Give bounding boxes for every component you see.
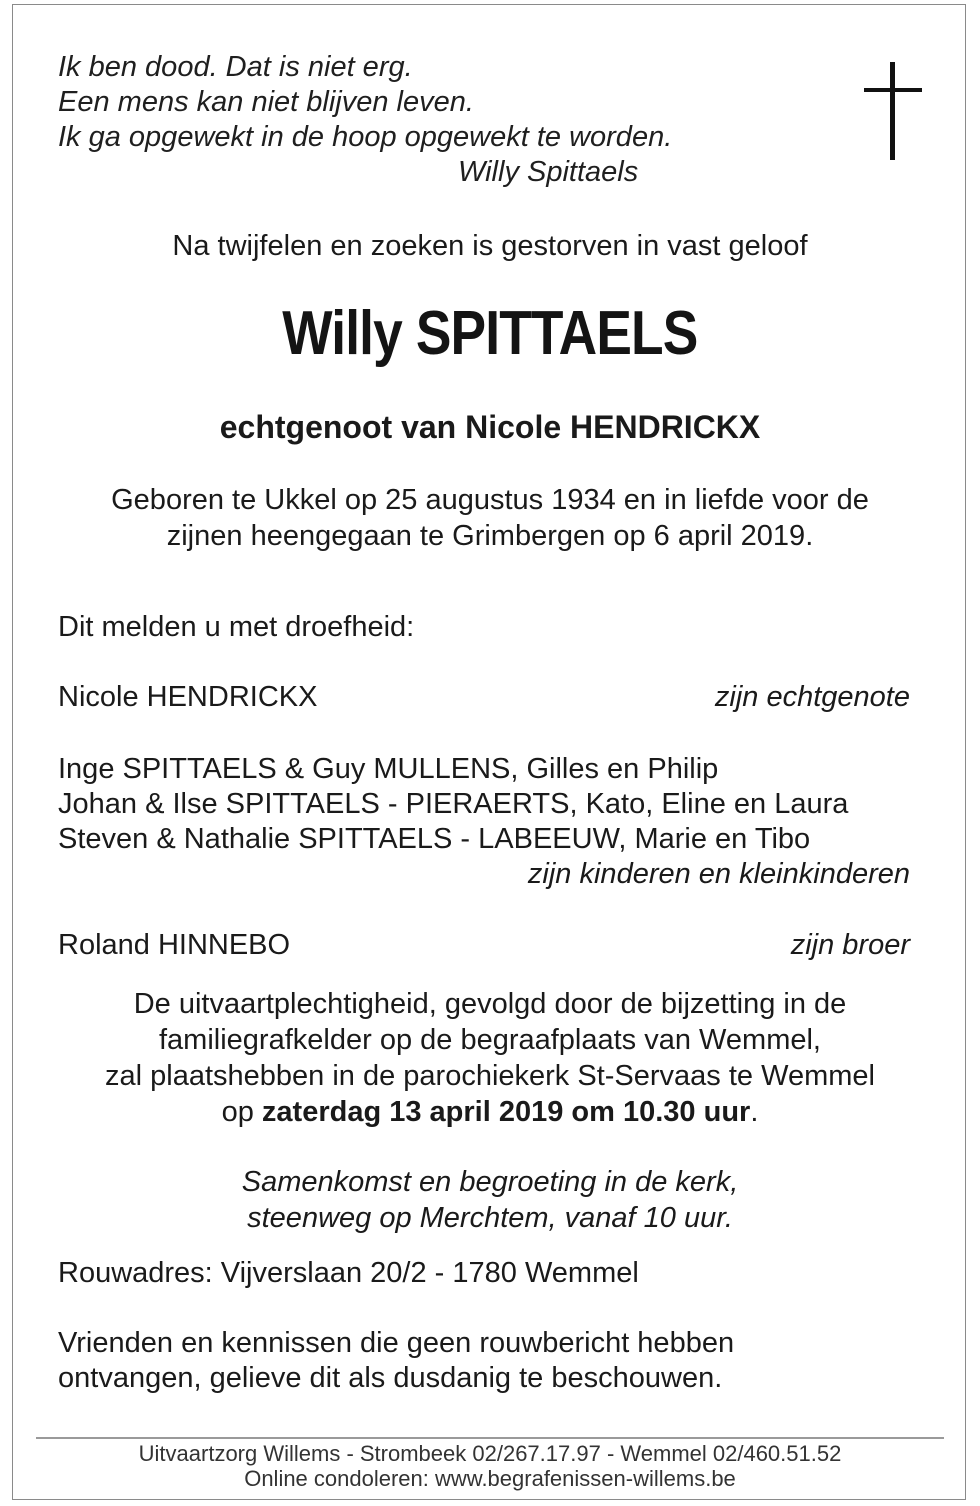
friends-line: Vrienden en kennissen die geen rouwbericht hebben: [58, 1327, 735, 1359]
spouse-line: echtgenoot van Nicole HENDRICKX: [219, 409, 761, 445]
ceremony-date-suffix: .: [750, 1096, 759, 1128]
ceremony-line: zal plaatshebben in de parochiekerk St-Servaas te Wemmel: [105, 1060, 875, 1092]
footer-website: Online condoleren: www.begrafenissen-willems.be: [244, 1466, 736, 1491]
gathering-line: Samenkomst en begroeting in de kerk,: [241, 1166, 739, 1198]
mourning-address: Rouwadres: Vijverslaan 20/2 - 1780 Wemmel: [58, 1257, 639, 1289]
children-list: [58, 752, 848, 857]
mourner-brother-name: Roland HINNEBO: [58, 929, 291, 961]
announce-line: Dit melden u met droefheid:: [58, 611, 415, 643]
footer-contact: Uitvaartzorg Willems - Strombeek 02/267.17.97 - Wemmel 02/460.51.52: [138, 1441, 842, 1466]
poem-signature: Willy Spittaels: [458, 156, 639, 188]
children-relation: zijn kinderen en kleinkinderen: [527, 858, 910, 890]
ceremony-line: familiegrafkelder op de begraafplaats van Wemmel,: [159, 1024, 821, 1056]
mourner-spouse-name: Nicole HENDRICKX: [58, 681, 318, 713]
gathering-line: steenweg op Merchtem, vanaf 10 uur.: [247, 1202, 733, 1234]
cross-icon: [864, 62, 922, 160]
poem-line: Ik ga opgewekt in de hoop opgewekt te worden.: [58, 121, 673, 153]
intro-line: Na twijfelen en zoeken is gestorven in vast geloof: [172, 230, 808, 262]
mourner-brother-relation: zijn broer: [790, 929, 910, 961]
mourner-spouse-relation: zijn echtgenote: [714, 681, 910, 713]
ceremony-info: [0, 986, 980, 1130]
poem: [58, 50, 672, 190]
poem-line: Een mens kan niet blijven leven.: [58, 86, 474, 118]
footer: [0, 1441, 980, 1491]
children-line: Johan & Ilse SPITTAELS - PIERAERTS, Kato, Eline en Laura: [58, 788, 849, 820]
birth-death-line: Geboren te Ukkel op 25 augustus 1934 en in liefde voor de: [111, 484, 869, 516]
deceased-name: Willy SPITTAELS: [282, 299, 698, 368]
gathering-info: [0, 1164, 980, 1236]
ceremony-date-bold: zaterdag 13 april 2019 om 10.30 uur: [261, 1096, 751, 1128]
birth-death-line: zijnen heengegaan te Grimbergen op 6 april 2019.: [166, 520, 814, 552]
children-line: Inge SPITTAELS & Guy MULLENS, Gilles en Philip: [58, 753, 719, 785]
footer-divider: [36, 1437, 944, 1439]
ceremony-line: De uitvaartplechtigheid, gevolgd door de bijzetting in de: [133, 988, 847, 1020]
friends-notice: [58, 1326, 734, 1396]
birth-death: [0, 482, 980, 554]
ceremony-date: [0, 1094, 980, 1130]
poem-line: Ik ben dood. Dat is niet erg.: [58, 51, 413, 83]
ceremony-date-prefix: op: [221, 1096, 262, 1128]
friends-line: ontvangen, gelieve dit als dusdanig te beschouwen.: [58, 1362, 723, 1394]
children-line: Steven & Nathalie SPITTAELS - LABEEUW, Marie en Tibo: [58, 823, 811, 855]
